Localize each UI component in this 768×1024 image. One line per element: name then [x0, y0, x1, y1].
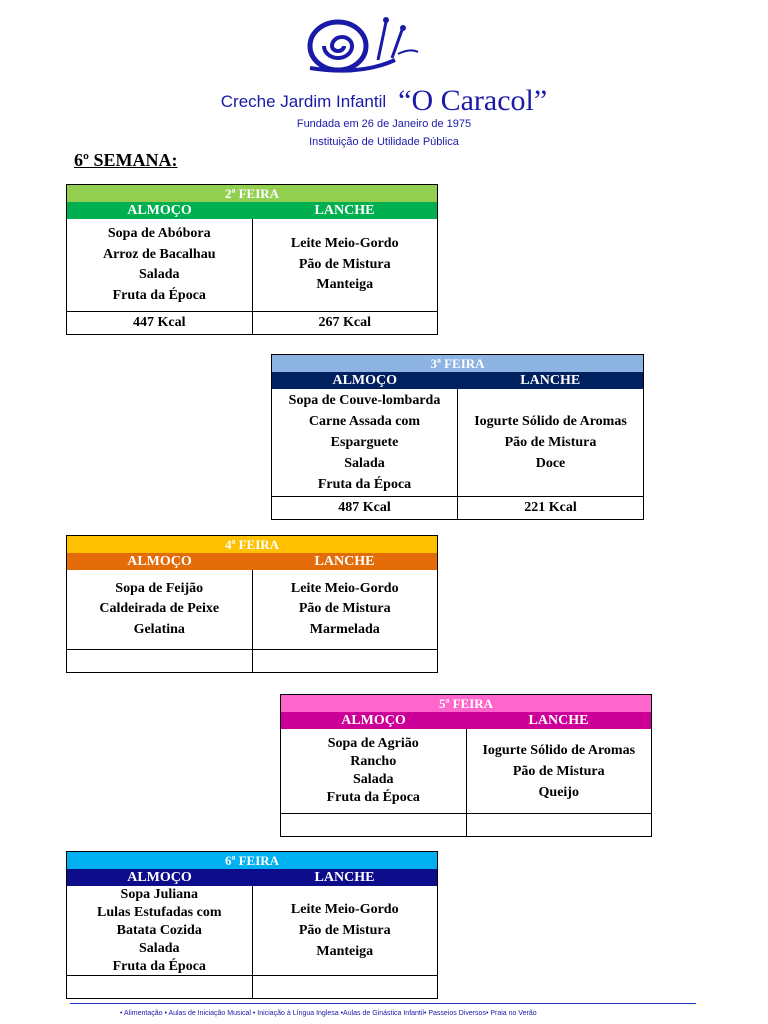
- menu-item: Sopa Juliana: [120, 886, 198, 902]
- lunch-items: [272, 389, 457, 496]
- creche-name: Creche Jardim Infantil: [220, 92, 387, 111]
- kcal-row: [67, 976, 437, 998]
- lunch-kcal: [67, 650, 252, 672]
- menu-item: Pão de Mistura: [512, 763, 605, 779]
- kcal-row: [281, 814, 651, 836]
- menu-item: Salada: [344, 456, 385, 471]
- snack-items: [457, 389, 643, 496]
- menu-item: Iogurte Sólido de Aromas: [482, 742, 636, 758]
- menu-item: Fruta da Época: [317, 477, 412, 492]
- day-name: 6ª FEIRA: [67, 852, 437, 869]
- day-name: 5ª FEIRA: [281, 695, 651, 712]
- snack-kcal: [466, 814, 652, 836]
- snack-kcal: 267 Kcal: [252, 312, 438, 334]
- snack-kcal: [252, 976, 438, 998]
- menu-body: [67, 219, 437, 312]
- day-table-3: [66, 535, 438, 673]
- menu-item: Salada: [353, 772, 394, 787]
- menu-item: Iogurte Sólido de Aromas: [474, 414, 627, 429]
- snack-items: [252, 219, 438, 311]
- week-title: 6º SEMANA:: [74, 150, 178, 170]
- lunch-kcal: [281, 814, 466, 836]
- day-name: 3ª FEIRA: [272, 355, 643, 372]
- menu-item: Sopa de Agrião: [327, 736, 419, 751]
- snack-kcal: 221 Kcal: [457, 497, 643, 519]
- menu-item: Lulas Estufadas com: [97, 904, 222, 920]
- snack-header: LANCHE: [314, 870, 375, 885]
- menu-item: Manteiga: [316, 277, 374, 293]
- column-headers: [272, 372, 643, 389]
- founded-date: Fundada em 26 de Janeiro de 1975: [296, 118, 472, 130]
- day-table-1: [66, 184, 438, 335]
- lunch-kcal: 447 Kcal: [133, 315, 186, 330]
- page-title: [0, 84, 768, 118]
- day-table-2: [271, 354, 644, 520]
- lunch-header: ALMOÇO: [332, 373, 398, 388]
- lunch-items: [67, 219, 252, 311]
- lunch-items: [281, 729, 466, 813]
- menu-item: Caldeirada de Peixe: [99, 601, 220, 617]
- menu-item: Pão de Mistura: [298, 601, 391, 617]
- menu-body: [272, 389, 643, 497]
- menu-item: Pão de Mistura: [298, 256, 391, 272]
- menu-item: Salada: [139, 940, 180, 956]
- menu-item: Marmelada: [309, 621, 380, 637]
- kcal-row: [272, 497, 643, 519]
- day-table-4: [280, 694, 652, 837]
- footer-activities: • Alimentação • Aulas de Iniciação Musical • Iniciação à Língua Inglesa •Aulas de Ginástica Infantil• Passeios Diversos• Praia no Verão: [120, 1010, 537, 1017]
- menu-item: Arroz de Bacalhau: [102, 246, 216, 262]
- menu-item: Salada: [139, 267, 180, 282]
- menu-item: Manteiga: [316, 944, 374, 959]
- menu-item: Pão de Mistura: [298, 923, 391, 938]
- column-headers: [67, 202, 437, 219]
- menu-item: Sopa de Feijão: [115, 580, 204, 596]
- menu-item: Rancho: [350, 754, 397, 769]
- lunch-header: ALMOÇO: [127, 554, 192, 569]
- lunch-items: [67, 886, 252, 975]
- snack-header: LANCHE: [520, 373, 581, 388]
- snack-header: LANCHE: [314, 203, 375, 218]
- snack-header: LANCHE: [314, 554, 375, 569]
- lunch-header: ALMOÇO: [341, 713, 406, 728]
- creche-quote-name: “O Caracol”: [398, 84, 548, 117]
- institution-status: Instituição de Utilidade Pública: [309, 136, 459, 148]
- lunch-items: [67, 570, 252, 649]
- snack-header: LANCHE: [528, 713, 589, 728]
- menu-item: Gelatina: [133, 621, 185, 637]
- day-name: 4ª FEIRA: [67, 536, 437, 553]
- menu-body: [281, 729, 651, 814]
- column-headers: [67, 869, 437, 886]
- column-headers: [67, 553, 437, 570]
- menu-item: Queijo: [538, 784, 579, 800]
- kcal-row: [67, 312, 437, 334]
- kcal-row: [67, 650, 437, 672]
- menu-item: Carne Assada com: [308, 414, 421, 429]
- menu-item: Pão de Mistura: [504, 435, 597, 450]
- snack-items: [252, 570, 438, 649]
- lunch-kcal: [67, 976, 252, 998]
- snack-kcal: [252, 650, 438, 672]
- snack-items: [252, 886, 438, 975]
- menu-item: Batata Cozida: [116, 922, 202, 938]
- menu-item: Esparguete: [330, 435, 399, 450]
- menu-body: [67, 570, 437, 650]
- menu-item: Fruta da Época: [326, 790, 420, 805]
- column-headers: [281, 712, 651, 729]
- day-table-5: [66, 851, 438, 999]
- day-name: 2ª FEIRA: [67, 185, 437, 202]
- menu-item: Leite Meio-Gordo: [290, 580, 399, 596]
- snack-items: [466, 729, 652, 813]
- menu-body: [67, 886, 437, 976]
- menu-item: Fruta da Época: [112, 287, 206, 303]
- menu-item: Leite Meio-Gordo: [290, 236, 399, 252]
- menu-item: Sopa de Abóbora: [107, 226, 211, 241]
- lunch-header: ALMOÇO: [127, 203, 192, 218]
- footer-divider: [70, 1003, 696, 1004]
- snail-logo-icon: [300, 8, 430, 80]
- menu-item: Doce: [535, 456, 566, 471]
- menu-item: Leite Meio-Gordo: [290, 902, 399, 917]
- lunch-kcal: 487 Kcal: [338, 500, 391, 515]
- menu-item: Fruta da Época: [112, 958, 206, 974]
- menu-item: Sopa de Couve-lombarda: [288, 393, 441, 408]
- lunch-header: ALMOÇO: [127, 870, 192, 885]
